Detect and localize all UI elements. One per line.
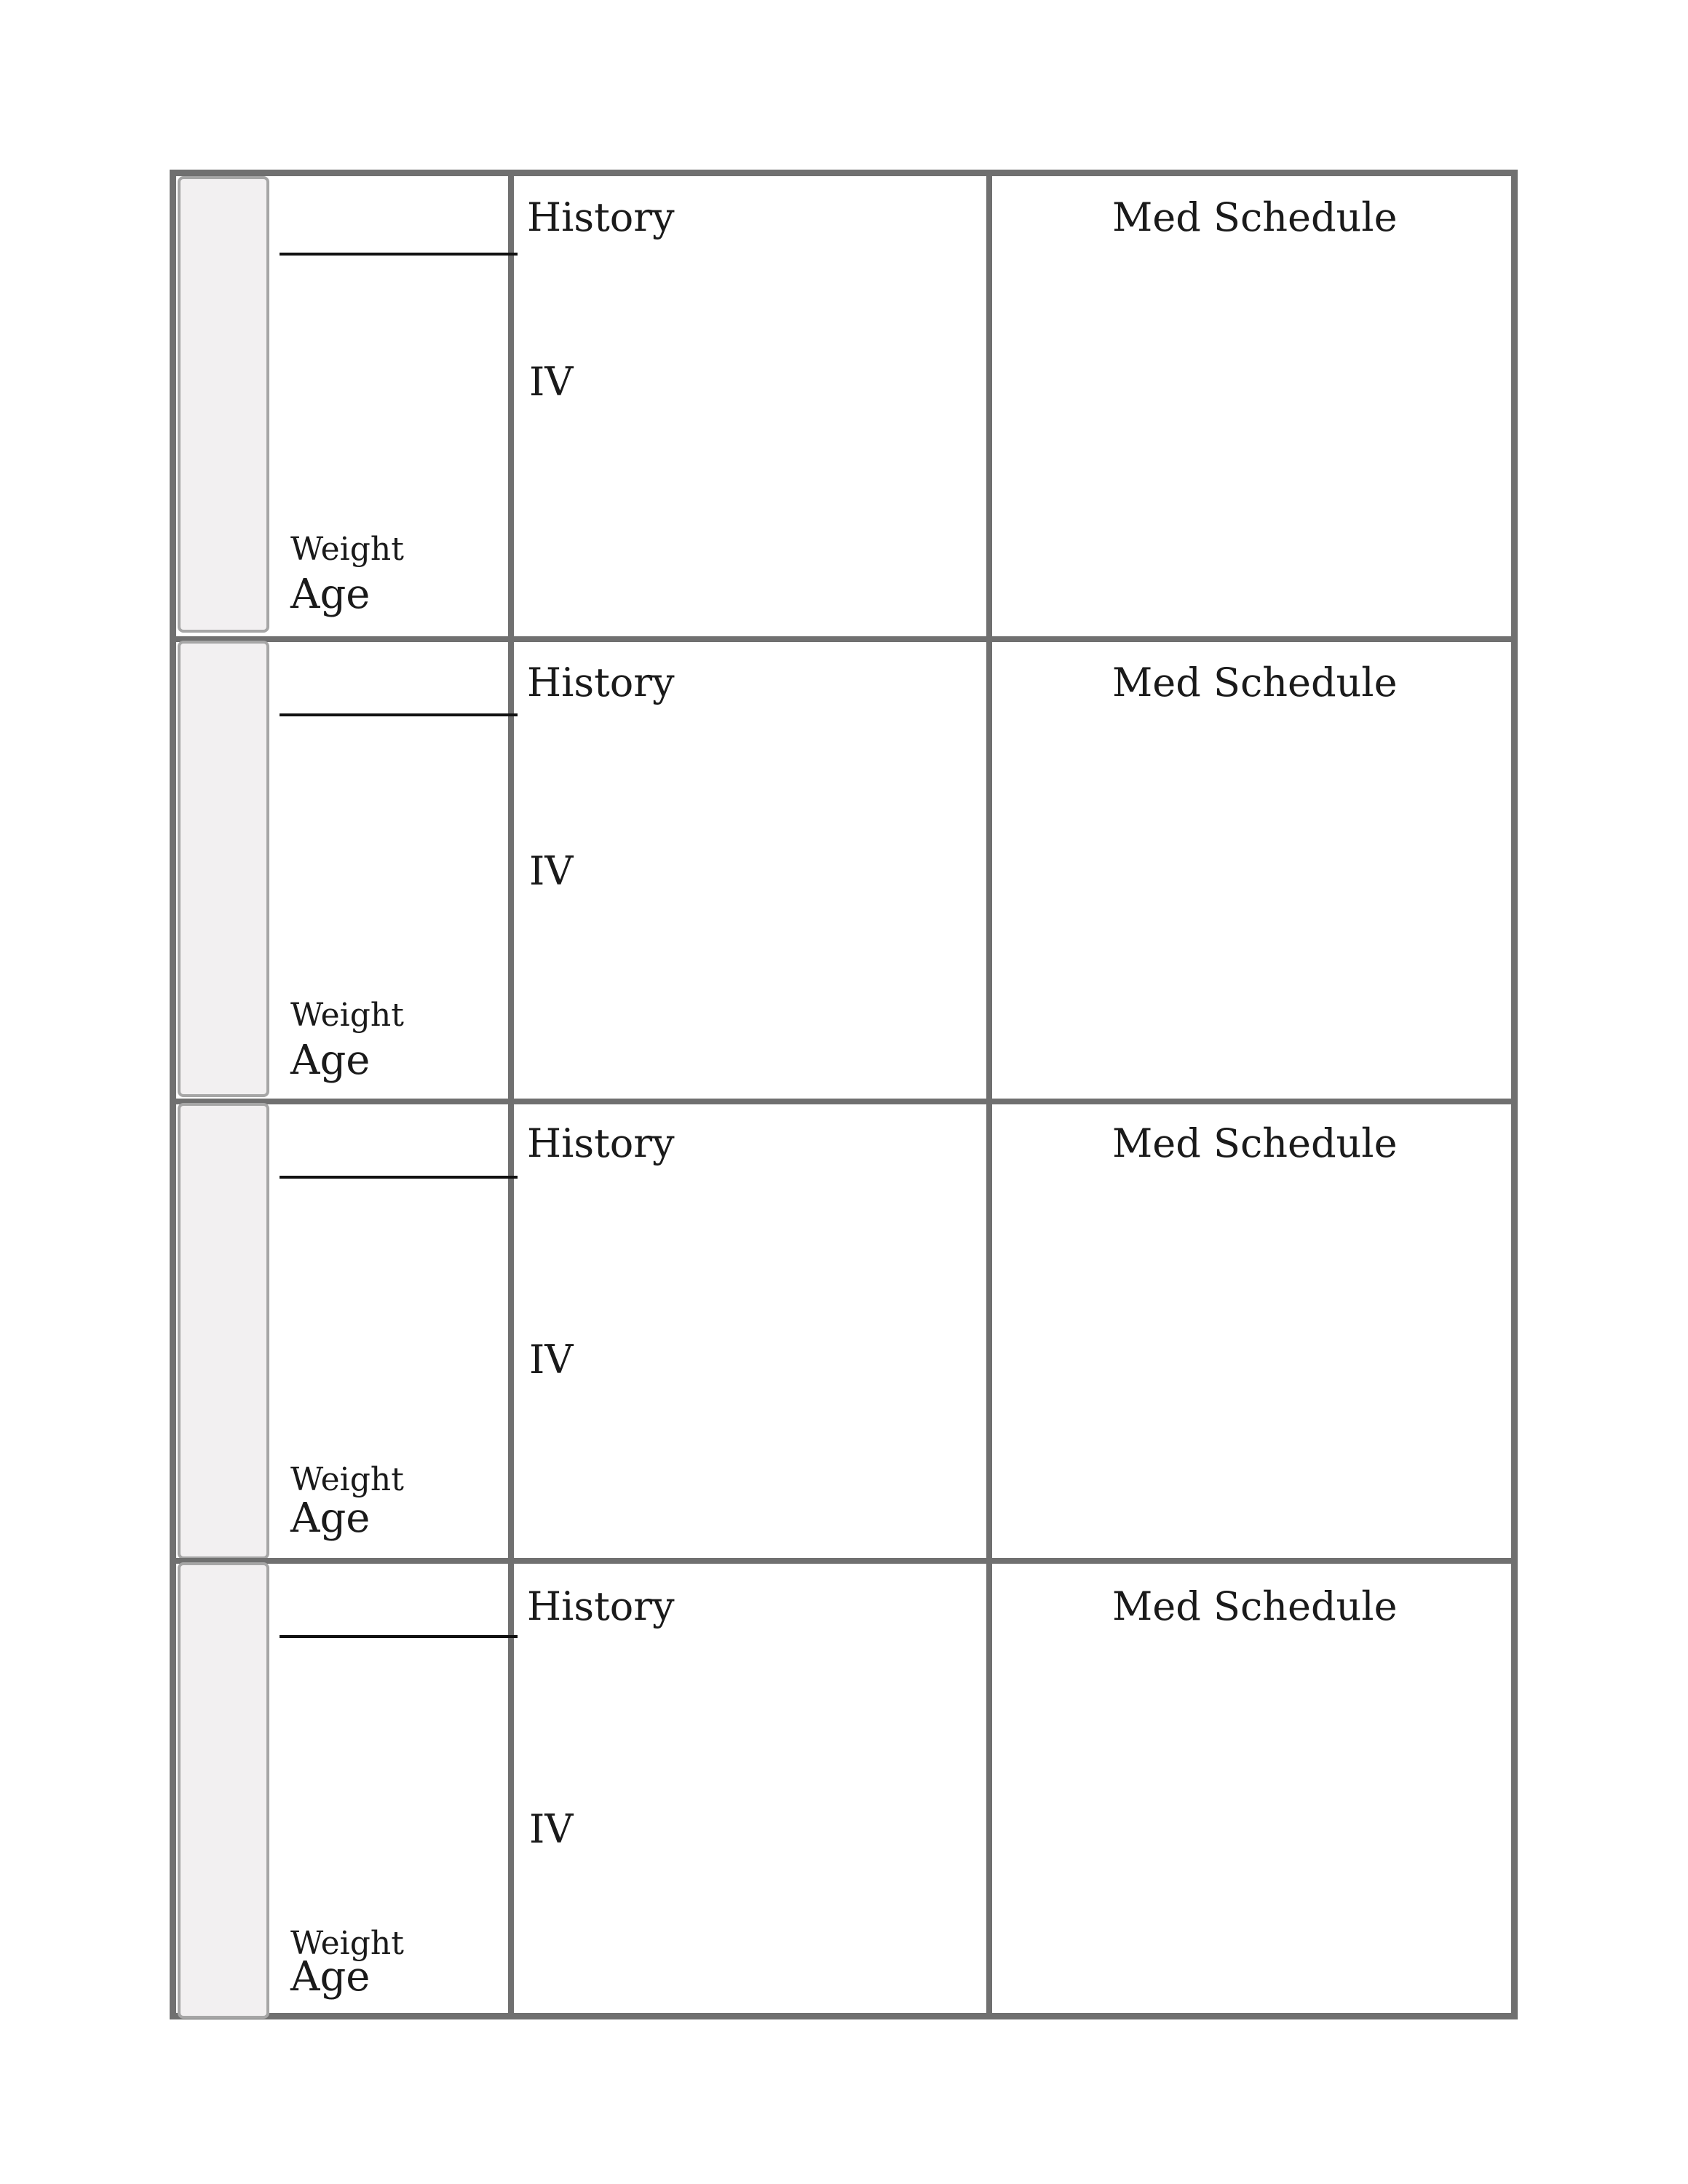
- name-line[interactable]: [280, 1176, 518, 1179]
- med-schedule-label: Med Schedule: [1112, 660, 1398, 705]
- weight-label: Weight: [290, 531, 404, 568]
- patient-tab: [178, 1103, 269, 1559]
- patient-card-1: [176, 176, 1511, 636]
- iv-label: IV: [529, 848, 574, 894]
- patient-tab: [178, 641, 269, 1097]
- med-schedule-label: Med Schedule: [1112, 194, 1398, 240]
- med-schedule-label: Med Schedule: [1112, 1583, 1398, 1629]
- age-label: Age: [290, 571, 371, 618]
- weight-label: Weight: [290, 1461, 404, 1498]
- history-label: History: [527, 1583, 675, 1629]
- history-label: History: [527, 1120, 675, 1166]
- history-label: History: [527, 660, 675, 705]
- age-label: Age: [290, 1953, 371, 2001]
- patient-card-3: [176, 1099, 1511, 1559]
- iv-label: IV: [529, 359, 574, 405]
- history-label: History: [527, 194, 675, 240]
- weight-label: Weight: [290, 997, 404, 1034]
- iv-label: IV: [529, 1806, 574, 1852]
- age-label: Age: [290, 1495, 371, 1542]
- patient-sheet: [170, 170, 1518, 2019]
- row-divider: [176, 1099, 1511, 1104]
- weight-label: Weight: [290, 1925, 404, 1962]
- patient-card-4: [176, 1558, 1511, 2018]
- iv-label: IV: [529, 1337, 574, 1382]
- med-schedule-label: Med Schedule: [1112, 1120, 1398, 1166]
- row-divider: [176, 1558, 1511, 1564]
- age-label: Age: [290, 1037, 371, 1084]
- patient-tab: [178, 176, 269, 633]
- name-line[interactable]: [280, 1635, 518, 1638]
- name-line[interactable]: [280, 713, 518, 716]
- row-divider: [176, 636, 1511, 642]
- patient-card-2: [176, 636, 1511, 1096]
- name-line[interactable]: [280, 253, 518, 256]
- patient-tab: [178, 1562, 269, 2019]
